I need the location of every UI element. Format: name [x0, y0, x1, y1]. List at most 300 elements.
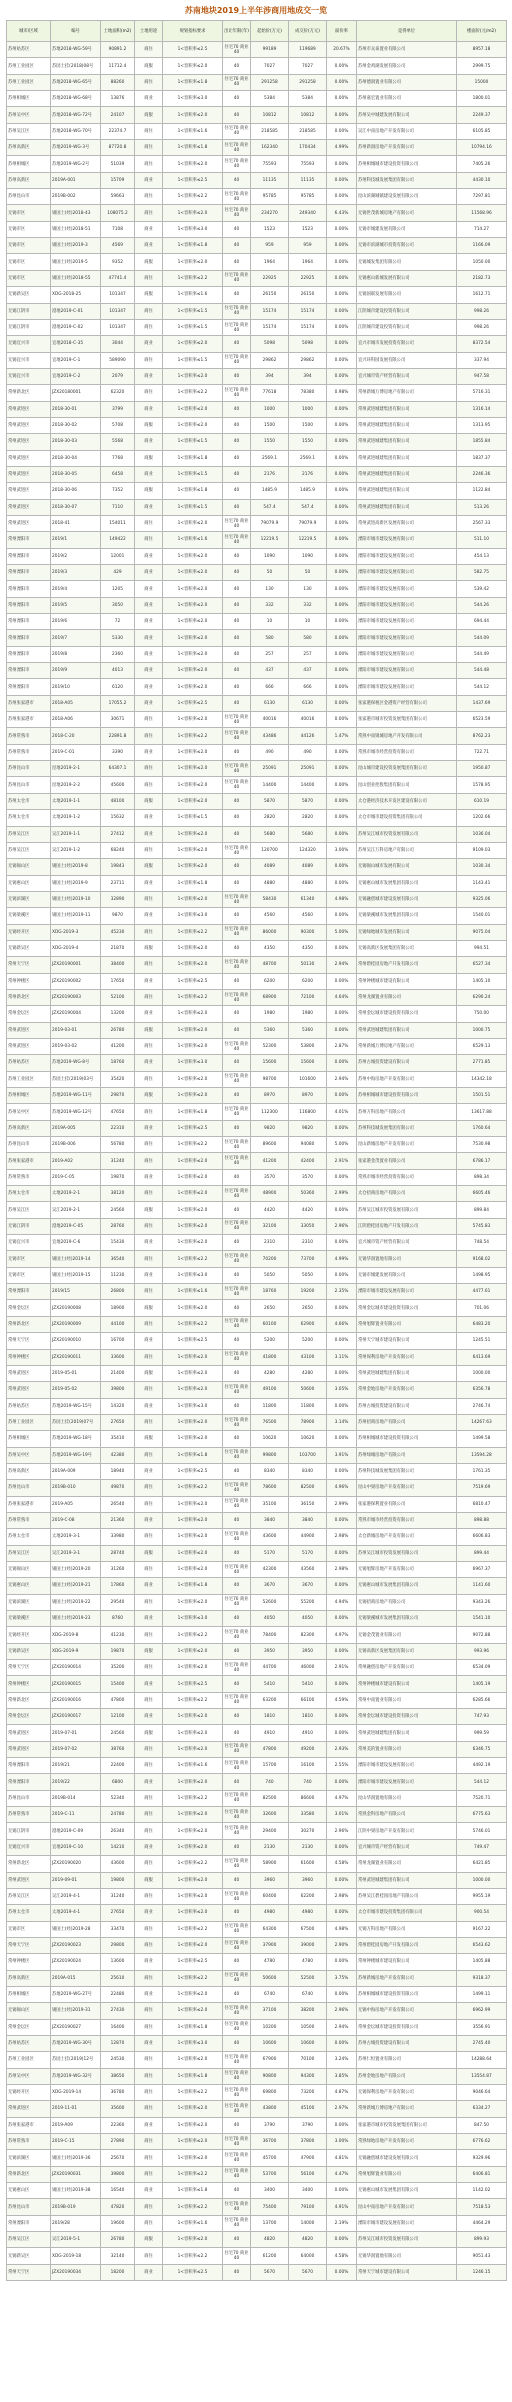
floor-price-cell: 1578.95 [457, 777, 507, 793]
winner-cell: 无锡市城建发展有限公司 [357, 221, 457, 237]
plot-id-cell: 宜地2019-C-10 [51, 1839, 101, 1855]
table-row [7, 1316, 507, 1332]
term-cell: 40 [223, 1022, 251, 1038]
winner-cell: 吴江中南房地产开发有限公司 [357, 123, 457, 139]
start-price-cell: 98700 [251, 1071, 289, 1087]
start-price-cell: 29862 [251, 352, 289, 368]
plot-id-cell: 2019-05-01 [51, 1365, 101, 1381]
table-row [7, 336, 507, 352]
plan-cell: 1<容积率≤2.0 [163, 1741, 223, 1757]
term-cell: 40 [223, 548, 251, 564]
term-cell: 住宅70 商业40 [223, 2052, 251, 2068]
plan-cell: 1<容积率≤2.2 [163, 2248, 223, 2264]
term-cell: 住宅70 商业40 [223, 989, 251, 1005]
premium-cell: 4.87% [327, 2084, 357, 2100]
table-row [7, 973, 507, 989]
premium-cell: 0.00% [327, 2117, 357, 2133]
usage-cell: 商服 [135, 1643, 163, 1659]
floor-price-cell: 9318.37 [457, 1970, 507, 1986]
area-cell: 45230 [101, 924, 135, 940]
floor-price-cell: 513.26 [457, 499, 507, 515]
city-cell: 无锡新吴区 [7, 2248, 51, 2264]
area-cell: 429 [101, 565, 135, 581]
deal-price-cell: 50 [289, 565, 327, 581]
deal-price-cell: 50600 [289, 1382, 327, 1398]
plan-cell: 1<容积率≤1.5 [163, 499, 223, 515]
city-cell: 无锡宜兴市 [7, 336, 51, 352]
term-cell: 住宅70 商业40 [223, 777, 251, 793]
winner-cell: 常州旭辉置业有限公司 [357, 2166, 457, 2182]
plot-id-cell: 苏地2018-WG-70号 [51, 123, 101, 139]
plot-id-cell: JZX20190010 [51, 1333, 101, 1349]
start-price-cell: 48900 [251, 1186, 289, 1202]
floor-price-cell: 13554.87 [457, 2068, 507, 2084]
premium-cell: 0.00% [327, 597, 357, 613]
area-cell: 33600 [101, 1349, 135, 1365]
area-cell: 31240 [101, 1888, 135, 1904]
term-cell: 住宅70 商业40 [223, 1104, 251, 1120]
deal-price-cell: 5170 [289, 1545, 327, 1561]
table-row [7, 1790, 507, 1806]
city-cell: 无锡锡山区 [7, 1561, 51, 1577]
plan-cell: 1<容积率≤2.0 [163, 1545, 223, 1561]
plot-id-cell: 2018-A05 [51, 695, 101, 711]
plot-id-cell: XDG-2019-8 [51, 1627, 101, 1643]
premium-cell: 0.00% [327, 107, 357, 123]
deal-price-cell: 4089 [289, 859, 327, 875]
term-cell: 40 [223, 417, 251, 433]
winner-cell: 苏州吴江城市投资发展有限公司 [357, 826, 457, 842]
table-row [7, 728, 507, 744]
usage-cell: 商住 [135, 1921, 163, 1937]
usage-cell: 商住 [135, 1627, 163, 1643]
usage-cell: 商住 [135, 957, 163, 973]
term-cell: 住宅70 商业40 [223, 532, 251, 548]
term-cell: 住宅70 商业40 [223, 1627, 251, 1643]
start-price-cell: 2310 [251, 1235, 289, 1251]
area-cell: 6120 [101, 679, 135, 695]
premium-cell: 0.00% [327, 614, 357, 630]
premium-cell: 0.00% [327, 761, 357, 777]
winner-cell: 常熟绿地房地产开发有限公司 [357, 2134, 457, 2150]
city-cell: 苏州吴江区 [7, 842, 51, 858]
plot-id-cell: JZX20190002 [51, 973, 101, 989]
table-row [7, 189, 507, 205]
usage-cell: 商服 [135, 940, 163, 956]
term-cell: 住宅70 商业40 [223, 140, 251, 156]
floor-price-cell: 8762.23 [457, 728, 507, 744]
table-row [7, 1153, 507, 1169]
usage-cell: 商住 [135, 303, 163, 319]
term-cell: 住宅70 商业40 [223, 385, 251, 401]
plot-id-cell: JZX20190027 [51, 2019, 101, 2035]
city-cell: 常州钟楼区 [7, 1676, 51, 1692]
winner-cell: 常州武进城建集团有限公司 [357, 1022, 457, 1038]
usage-cell: 商业 [135, 614, 163, 630]
usage-cell: 商业 [135, 810, 163, 826]
table-row [7, 140, 507, 156]
deal-price-cell: 1550 [289, 434, 327, 450]
deal-price-cell: 5050 [289, 1267, 327, 1283]
plan-cell: 1<容积率≤2.0 [163, 1496, 223, 1512]
deal-price-cell: 1964 [289, 254, 327, 270]
area-cell: 22891.8 [101, 728, 135, 744]
floor-price-cell: 539.42 [457, 581, 507, 597]
floor-price-cell: 1030.34 [457, 859, 507, 875]
winner-cell: 张家港金茂置业有限公司 [357, 1153, 457, 1169]
usage-cell: 商住 [135, 319, 163, 335]
winner-cell: 张家港保税区金港资产经营有限公司 [357, 695, 457, 711]
deal-price-cell: 5670 [289, 2264, 327, 2280]
winner-cell: 常州武进高新区发展有限公司 [357, 515, 457, 531]
usage-cell: 商业 [135, 172, 163, 188]
area-cell: 2360 [101, 646, 135, 662]
table-row [7, 1986, 507, 2002]
winner-cell: 无锡华润置地有限公司 [357, 2248, 457, 2264]
table-row [7, 319, 507, 335]
table-row [7, 663, 507, 679]
start-price-cell: 61200 [251, 2248, 289, 2264]
city-cell: 常州武进区 [7, 483, 51, 499]
plot-id-cell: 2018-A06 [51, 712, 101, 728]
winner-cell: 常州中南置业有限公司 [357, 1692, 457, 1708]
winner-cell: 无锡世茂新城房地产有限公司 [357, 205, 457, 221]
plan-cell: 1<容积率≤2.0 [163, 515, 223, 531]
floor-price-cell: 9109.03 [457, 842, 507, 858]
winner-cell: 苏州万科房地产有限公司 [357, 1104, 457, 1120]
winner-cell: 无锡融创城市建设发展有限公司 [357, 2150, 457, 2166]
winner-cell: 常州碧桂园房地产开发有限公司 [357, 957, 457, 973]
area-cell: 68240 [101, 842, 135, 858]
usage-cell: 商业 [135, 1169, 163, 1185]
usage-cell: 商业 [135, 2264, 163, 2280]
usage-cell: 商住 [135, 352, 163, 368]
floor-price-cell: 900.54 [457, 1905, 507, 1921]
deal-price-cell: 30270 [289, 1823, 327, 1839]
plan-cell: 1<容积率≤2.0 [163, 2101, 223, 2117]
plan-cell: 1<容积率≤2.2 [163, 1790, 223, 1806]
start-price-cell: 5384 [251, 91, 289, 107]
term-cell: 40 [223, 368, 251, 384]
city-cell: 苏州吴江区 [7, 826, 51, 842]
table-row [7, 1186, 507, 1202]
term-cell: 40 [223, 1431, 251, 1447]
plan-cell: 1<容积率≤2.0 [163, 1088, 223, 1104]
winner-cell: 溧阳市城市建设发展有限公司 [357, 1774, 457, 1790]
plan-cell: 1<容积率≤2.0 [163, 1594, 223, 1610]
winner-cell: 常熟金科房地产有限公司 [357, 1807, 457, 1823]
plot-id-cell: JZX20190023 [51, 1937, 101, 1953]
deal-price-cell: 79079.9 [289, 515, 327, 531]
city-cell: 常州溧阳市 [7, 646, 51, 662]
city-cell: 苏州常熟市 [7, 1807, 51, 1823]
start-price-cell: 5870 [251, 793, 289, 809]
term-cell: 住宅70 商业40 [223, 1790, 251, 1806]
usage-cell: 商住 [135, 777, 163, 793]
floor-price-cell: 7518.53 [457, 2199, 507, 2215]
document-sheet [6, 2, 506, 2281]
winner-cell: 常州龙湖置业有限公司 [357, 989, 457, 1005]
premium-cell: 0.00% [327, 303, 357, 319]
table-row [7, 1529, 507, 1545]
floor-price-cell: 4430.10 [457, 172, 507, 188]
usage-cell: 商住 [135, 2084, 163, 2100]
plan-cell: 1<容积率≤2.2 [163, 1251, 223, 1267]
table-row [7, 1676, 507, 1692]
area-cell: 35420 [101, 1071, 135, 1087]
deal-price-cell: 16100 [289, 1758, 327, 1774]
plot-id-cell: 2019/9 [51, 663, 101, 679]
floor-price-cell: 1122.84 [457, 483, 507, 499]
premium-cell: 3.24% [327, 2052, 357, 2068]
plot-id-cell: 澄地2019-C-01 [51, 303, 101, 319]
start-price-cell: 45700 [251, 2150, 289, 2166]
winner-cell: 溧阳市城市建设发展有限公司 [357, 1284, 457, 1300]
usage-cell: 商业 [135, 1676, 163, 1692]
start-price-cell: 58430 [251, 891, 289, 907]
plot-id-cell: 宜地2019-C-1 [51, 352, 101, 368]
usage-cell: 商服 [135, 859, 163, 875]
usage-cell: 商业 [135, 1839, 163, 1855]
plot-id-cell: 苏地2018-WG-72号 [51, 107, 101, 123]
premium-cell: 0.00% [327, 1986, 357, 2002]
deal-price-cell: 580 [289, 630, 327, 646]
plan-cell: 1<容积率≤1.8 [163, 74, 223, 90]
term-cell: 40 [223, 1643, 251, 1659]
floor-price-cell: 1405.19 [457, 1676, 507, 1692]
table-row [7, 2035, 507, 2051]
column-header: 楼面价(元/m2) [457, 21, 507, 42]
start-price-cell: 35100 [251, 1496, 289, 1512]
area-cell: 38760 [101, 1741, 135, 1757]
usage-cell: 商业 [135, 973, 163, 989]
area-cell: 31260 [101, 1561, 135, 1577]
premium-cell: 0.00% [327, 1839, 357, 1855]
winner-cell: 昆山中梁房地产开发有限公司 [357, 1480, 457, 1496]
plot-id-cell: 锡国土(经)2018-51 [51, 221, 101, 237]
plot-id-cell: 2018-30-01 [51, 401, 101, 417]
floor-price-cell: 1499.58 [457, 1431, 507, 1447]
plot-id-cell: 太地2019-3-1 [51, 1529, 101, 1545]
city-cell: 常州天宁区 [7, 1333, 51, 1349]
land-transaction-table [6, 20, 507, 2281]
premium-cell: 3.85% [327, 2068, 357, 2084]
city-cell: 苏州高新区 [7, 1970, 51, 1986]
city-cell: 常州武进区 [7, 1365, 51, 1381]
plan-cell: 1<容积率≤2.0 [163, 2150, 223, 2166]
table-row [7, 1169, 507, 1185]
start-price-cell: 44700 [251, 1660, 289, 1676]
deal-price-cell: 75593 [289, 156, 327, 172]
floor-price-cell: 6810.47 [457, 1496, 507, 1512]
plot-id-cell: 苏地2019-WG-15号 [51, 1398, 101, 1414]
premium-cell: 0.00% [327, 123, 357, 139]
winner-cell: 常州金坛城市建设投资有限公司 [357, 1709, 457, 1725]
start-price-cell: 7027 [251, 58, 289, 74]
floor-price-cell: 1541.10 [457, 1611, 507, 1627]
city-cell: 无锡市区 [7, 1921, 51, 1937]
winner-cell: 常州美的置业有限公司 [357, 1741, 457, 1757]
term-cell: 40 [223, 793, 251, 809]
plot-id-cell: 宜地2018-C-35 [51, 336, 101, 352]
plan-cell: 1<容积率≤2.0 [163, 712, 223, 728]
start-price-cell: 5170 [251, 1545, 289, 1561]
premium-cell: 0.00% [327, 483, 357, 499]
usage-cell: 商服 [135, 793, 163, 809]
plot-id-cell: 2019-09-01 [51, 1872, 101, 1888]
start-price-cell: 1500 [251, 417, 289, 433]
premium-cell: 0.00% [327, 940, 357, 956]
term-cell: 住宅70 商业40 [223, 1594, 251, 1610]
deal-price-cell: 10620 [289, 1431, 327, 1447]
winner-cell: 苏州中海房地产开发有限公司 [357, 1071, 457, 1087]
plot-id-cell: 2019A-015 [51, 1970, 101, 1986]
plan-cell: 1<容积率≤2.0 [163, 1365, 223, 1381]
winner-cell: 无锡惠山城市发展集团有限公司 [357, 2183, 457, 2199]
usage-cell: 商住 [135, 712, 163, 728]
premium-cell: 2.55% [327, 1758, 357, 1774]
plan-cell: 1<容积率≤2.5 [163, 1954, 223, 1970]
premium-cell: 0.00% [327, 1202, 357, 1218]
deal-price-cell: 3950 [289, 1643, 327, 1659]
city-cell: 常州钟楼区 [7, 1954, 51, 1970]
winner-cell: 苏州相城城市建设投资有限公司 [357, 1431, 457, 1447]
term-cell: 40 [223, 466, 251, 482]
start-price-cell: 50 [251, 565, 289, 581]
floor-price-cell: 6534.09 [457, 1660, 507, 1676]
plot-id-cell: 苏地2019-WG-8号 [51, 1055, 101, 1071]
table-row [7, 172, 507, 188]
term-cell: 住宅70 商业40 [223, 1937, 251, 1953]
winner-cell: 昆山城市建设投资发展集团有限公司 [357, 761, 457, 777]
floor-price-cell: 6543.62 [457, 1937, 507, 1953]
floor-price-cell: 898.34 [457, 1169, 507, 1185]
plan-cell: 1<容积率≤2.0 [163, 842, 223, 858]
city-cell: 无锡市区 [7, 205, 51, 221]
area-cell: 3390 [101, 744, 135, 760]
floor-price-cell: 544.49 [457, 646, 507, 662]
winner-cell: 常熟市城市经营投资有限公司 [357, 1512, 457, 1528]
plan-cell: 1<容积率≤2.0 [163, 1169, 223, 1185]
area-cell: 2079 [101, 368, 135, 384]
city-cell: 常州溧阳市 [7, 532, 51, 548]
usage-cell: 商业 [135, 1578, 163, 1594]
city-cell: 常州武进区 [7, 450, 51, 466]
floor-price-cell: 14288.64 [457, 2052, 507, 2068]
table-row [7, 1463, 507, 1479]
floor-price-cell: 1855.84 [457, 434, 507, 450]
start-price-cell: 90800 [251, 2068, 289, 2084]
start-price-cell: 11135 [251, 172, 289, 188]
city-cell: 常州溧阳市 [7, 597, 51, 613]
start-price-cell: 3790 [251, 2117, 289, 2133]
premium-cell: 4.58% [327, 2248, 357, 2264]
term-cell: 住宅70 商业40 [223, 761, 251, 777]
usage-cell: 商服 [135, 2232, 163, 2248]
deal-price-cell: 170434 [289, 140, 327, 156]
city-cell: 常州钟楼区 [7, 973, 51, 989]
winner-cell: 溧阳市城市建设发展有限公司 [357, 646, 457, 662]
term-cell: 住宅70 商业40 [223, 1660, 251, 1676]
usage-cell: 商业 [135, 908, 163, 924]
usage-cell: 商住 [135, 1284, 163, 1300]
term-cell: 住宅70 商业40 [223, 924, 251, 940]
table-row [7, 761, 507, 777]
premium-cell: 0.00% [327, 1333, 357, 1349]
plot-id-cell: 吴江2019-1-1 [51, 826, 101, 842]
premium-cell: 0.00% [327, 2035, 357, 2051]
city-cell: 常州溧阳市 [7, 581, 51, 597]
term-cell: 40 [223, 1512, 251, 1528]
plot-id-cell: 2019/8 [51, 646, 101, 662]
usage-cell: 商住 [135, 205, 163, 221]
plan-cell: 1<容积率≤2.0 [163, 1905, 223, 1921]
plot-id-cell: JZX20190009 [51, 1316, 101, 1332]
premium-cell: 0.00% [327, 1872, 357, 1888]
floor-price-cell: 6605.46 [457, 1186, 507, 1202]
plot-id-cell: 苏地2019-WG-3号 [51, 140, 101, 156]
term-cell: 40 [223, 91, 251, 107]
start-price-cell: 60400 [251, 1888, 289, 1904]
usage-cell: 商住 [135, 1071, 163, 1087]
winner-cell: 苏州金地房地产有限公司 [357, 2068, 457, 2084]
deal-price-cell: 2310 [289, 1235, 327, 1251]
term-cell: 住宅70 商业40 [223, 1856, 251, 1872]
floor-price-cell: 947.58 [457, 368, 507, 384]
start-price-cell: 58900 [251, 1856, 289, 1872]
term-cell: 40 [223, 450, 251, 466]
deal-price-cell: 90300 [289, 924, 327, 940]
premium-cell: 0.00% [327, 352, 357, 368]
term-cell: 住宅70 商业40 [223, 1807, 251, 1823]
usage-cell: 商住 [135, 761, 163, 777]
winner-cell: 无锡锡山城市发展有限公司 [357, 859, 457, 875]
floor-price-cell: 2246.36 [457, 466, 507, 482]
floor-price-cell: 9329.96 [457, 2150, 507, 2166]
plot-id-cell: 锡国土(经)2019-21 [51, 1578, 101, 1594]
table-row [7, 1071, 507, 1087]
plot-id-cell: 苏园土挂(2019)12号 [51, 2052, 101, 2068]
plot-id-cell: 2019-C-08 [51, 1512, 101, 1528]
term-cell: 40 [223, 1676, 251, 1692]
start-price-cell: 41200 [251, 1153, 289, 1169]
start-price-cell: 4420 [251, 1202, 289, 1218]
table-row [7, 466, 507, 482]
premium-cell: 0.00% [327, 1431, 357, 1447]
deal-price-cell: 56100 [289, 2166, 327, 2182]
usage-cell: 商住 [135, 842, 163, 858]
plan-cell: 1<容积率≤2.5 [163, 1120, 223, 1136]
start-price-cell: 75400 [251, 2199, 289, 2215]
area-cell: 19843 [101, 859, 135, 875]
usage-cell: 商住 [135, 2150, 163, 2166]
table-row [7, 614, 507, 630]
table-row [7, 1627, 507, 1643]
area-cell: 90891.2 [101, 42, 135, 58]
area-cell: 7352 [101, 483, 135, 499]
city-cell: 无锡市区 [7, 1251, 51, 1267]
winner-cell: 溧阳市城市建设发展有限公司 [357, 532, 457, 548]
area-cell: 41200 [101, 1038, 135, 1054]
deal-price-cell: 10500 [289, 2019, 327, 2035]
floor-price-cell: 544.48 [457, 663, 507, 679]
table-row [7, 1725, 507, 1741]
plot-id-cell: 2019B-006 [51, 1137, 101, 1153]
table-row [7, 1545, 507, 1561]
plan-cell: 1<容积率≤2.0 [163, 336, 223, 352]
usage-cell: 商业 [135, 663, 163, 679]
premium-cell: 0.00% [327, 1120, 357, 1136]
